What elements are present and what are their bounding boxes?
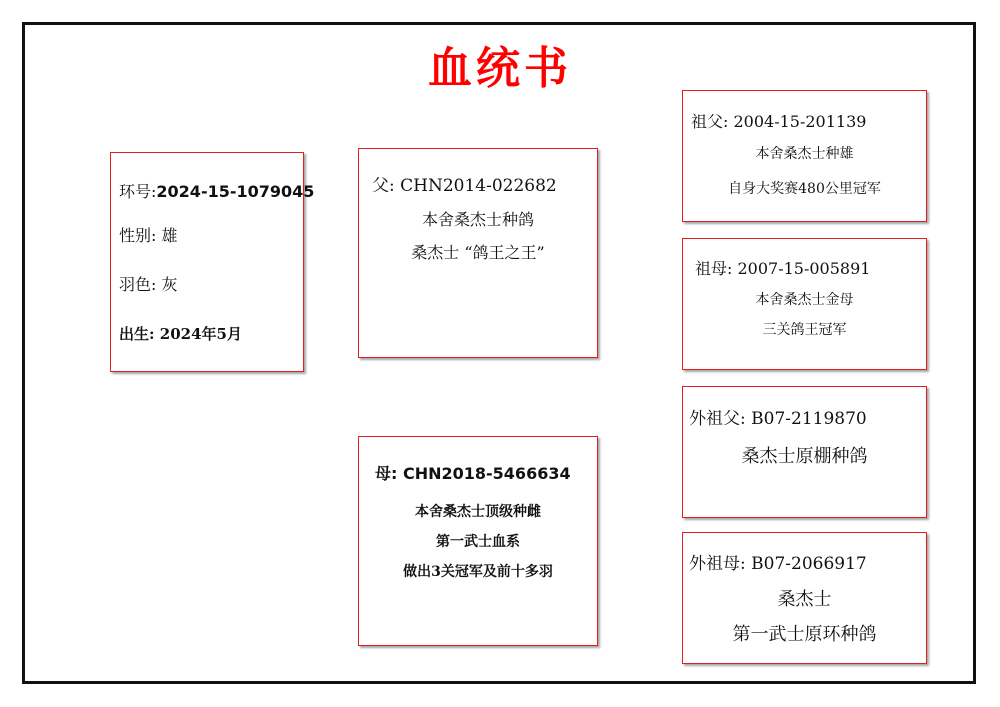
maternal-grandmother-box [682, 532, 927, 664]
ring-number: 2024-15-1079045 [156, 182, 315, 201]
paternal-grandmother-box [682, 238, 927, 370]
ring-label: 环号: [119, 182, 157, 201]
maternal-grandfather-id: 外祖父: B07-2119870 [689, 409, 867, 429]
mother-line3: 做出3关冠军及前十多羽 [403, 564, 553, 580]
mother-id: 母: CHN2018-5466634 [375, 464, 571, 483]
father-id: 父: CHN2014-022682 [372, 176, 557, 196]
mother-box [358, 436, 598, 646]
ring-row [119, 179, 314, 202]
birth-field: 出生: 2024年5月 [119, 325, 242, 343]
maternal-grandmother-line2: 第一武士原环种鸽 [732, 624, 877, 645]
paternal-grandmother-id: 祖母: 2007-15-005891 [695, 259, 871, 278]
maternal-grandfather-line1: 桑杰士原棚种鸽 [741, 446, 868, 467]
father-box [358, 148, 598, 358]
paternal-grandfather-id: 祖父: 2004-15-201139 [691, 112, 867, 131]
maternal-grandmother-line1: 桑杰士 [777, 589, 832, 610]
color-field: 羽色: 灰 [119, 275, 178, 294]
mother-line1: 本舍桑杰士顶级种雌 [415, 504, 541, 520]
mother-line2: 第一武士血系 [436, 534, 520, 550]
father-line2: 桑杰士 “鸽王之王” [411, 243, 545, 262]
paternal-grandfather-box [682, 90, 927, 222]
maternal-grandfather-box [682, 386, 927, 518]
paternal-grandfather-line1: 本舍桑杰士种雄 [755, 146, 854, 162]
maternal-grandmother-id: 外祖母: B07-2066917 [689, 554, 867, 574]
paternal-grandmother-line2: 三关鸽王冠军 [762, 322, 847, 338]
father-line1: 本舍桑杰士种鸽 [421, 210, 534, 229]
paternal-grandmother-line1: 本舍桑杰士金母 [755, 292, 854, 308]
sex-field: 性别: 雄 [119, 226, 178, 245]
bird-info-box [110, 152, 315, 372]
page-title: 血统书 [428, 43, 572, 94]
paternal-grandfather-line2: 自身大奖赛480公里冠军 [728, 181, 881, 197]
